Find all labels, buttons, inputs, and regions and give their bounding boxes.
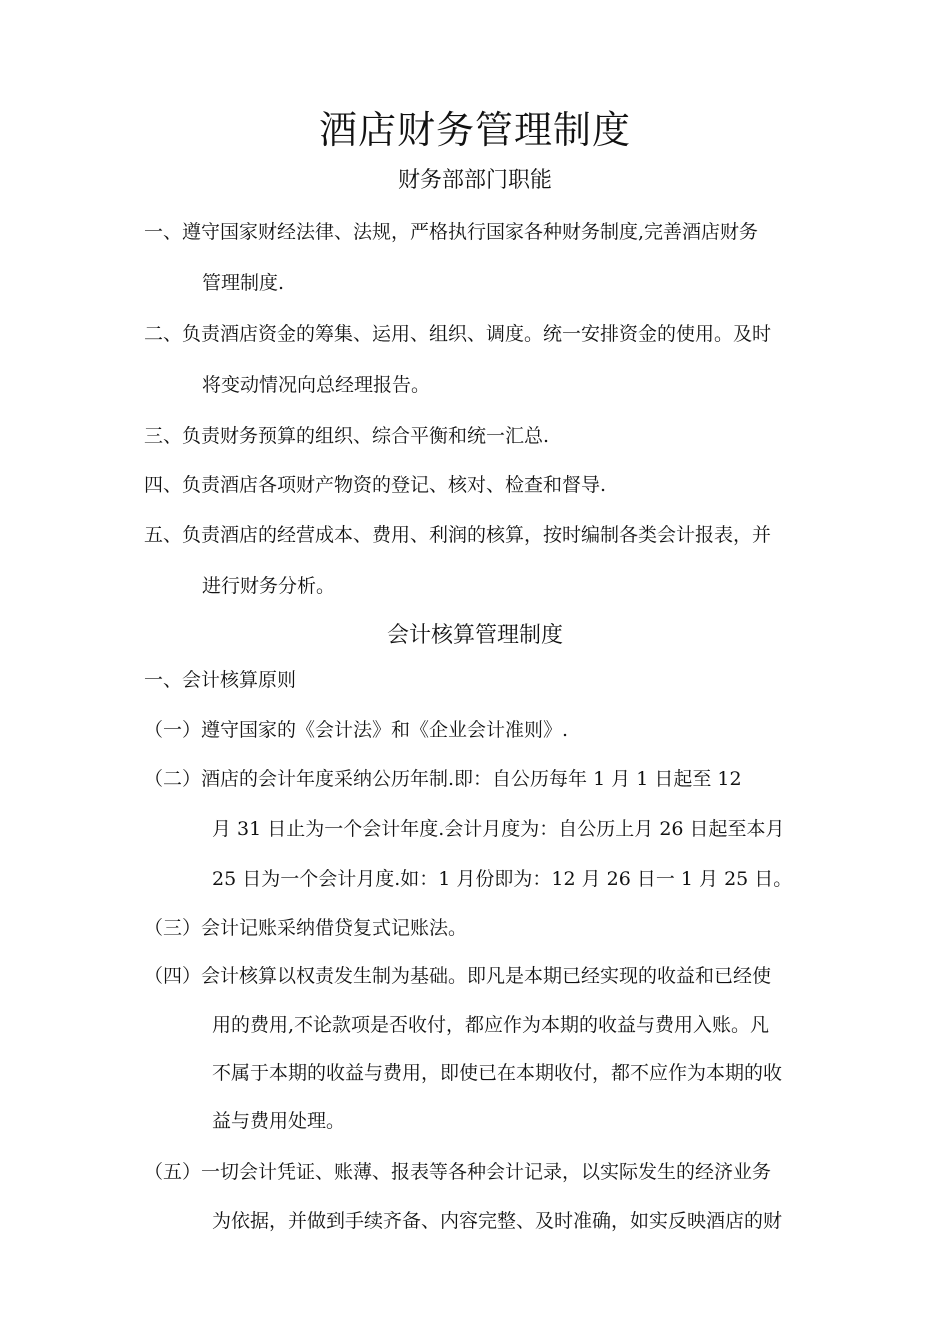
principle-5-line-1: （五）一切会计凭证、账薄、报表等各种会计记录，以实际发生的经济业务 — [144, 1161, 772, 1183]
principle-4-line-1: （四）会计核算以权责发生制为基础。即凡是本期已经实现的收益和已经使 — [144, 965, 772, 987]
principle-3: （三）会计记账采纳借贷复式记账法。 — [144, 917, 468, 939]
function-item-2-line-1: 二、负责酒店资金的筹集、运用、组织、调度。统一安排资金的使用。及时 — [144, 323, 772, 345]
function-item-4: 四、负责酒店各项财产物资的登记、核对、检查和督导. — [144, 474, 607, 496]
principle-4-line-2: 用的费用,不论款项是否收付，都应作为本期的收益与费用入账。凡 — [212, 1014, 770, 1036]
function-item-3: 三、负责财务预算的组织、综合平衡和统一汇总. — [144, 425, 550, 447]
function-item-5-line-2: 进行财务分析。 — [202, 575, 336, 597]
principle-4-line-4: 益与费用处理。 — [212, 1110, 346, 1132]
principle-5-line-2: 为依据，并做到手续齐备、内容完整、及时准确，如实反映酒店的财 — [212, 1210, 783, 1232]
sub-heading-accounting-principles: 一、会计核算原则 — [144, 669, 297, 691]
document-title: 酒店财务管理制度 — [318, 108, 631, 152]
section-heading-department-functions: 财务部部门职能 — [397, 168, 552, 193]
principle-2-line-2: 月 31 日止为一个会计年度.会计月度为：自公历上月 26 日起至本月 — [212, 818, 785, 840]
function-item-5-line-1: 五、负责酒店的经营成本、费用、利润的核算，按时编制各类会计报表，并 — [144, 524, 772, 546]
principle-2-line-3: 25 日为一个会计月度.如：1 月份即为：12 月 26 日一 1 月 25 日。 — [212, 868, 793, 890]
function-item-1-line-2: 管理制度. — [202, 272, 285, 294]
principle-1: （一）遵守国家的《会计法》和《企业会计准则》. — [144, 719, 569, 741]
principle-2-line-1: （二）酒店的会计年度采纳公历年制.即：自公历每年 1 月 1 日起至 12 — [144, 768, 742, 790]
section-heading-accounting-rules: 会计核算管理制度 — [386, 623, 563, 648]
principle-4-line-3: 不属于本期的收益与费用，即使已在本期收付，都不应作为本期的收 — [212, 1062, 783, 1084]
function-item-1-line-1: 一、遵守国家财经法律、法规，严格执行国家各种财务制度,完善酒店财务 — [144, 221, 759, 243]
function-item-2-line-2: 将变动情况向总经理报告。 — [202, 374, 431, 396]
